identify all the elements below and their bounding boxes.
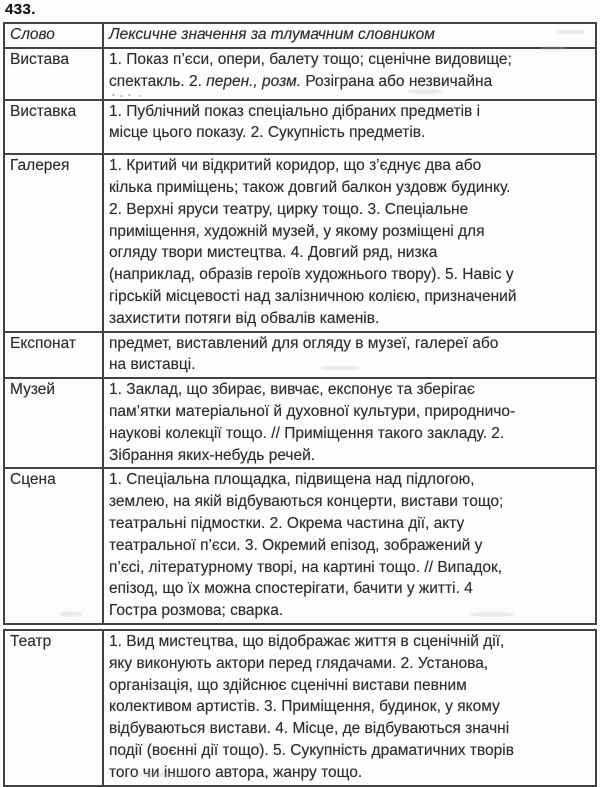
- scan-smudge: [130, 773, 190, 777]
- scan-smudge: [540, 46, 566, 51]
- definition-line: 1. Вид мистецтва, що відображає життя в сценічній дії,: [109, 632, 505, 650]
- definition-line: 2. Верхні яруси театру, цирку тощо. 3. Спеціальне: [109, 200, 469, 218]
- word-cell: Вистава: [3, 47, 102, 99]
- table-row: [3, 629, 597, 787]
- definition-line: (наприклад, образів героїв художнього твору). 5. Навіс у: [109, 266, 514, 284]
- table-header-row: [3, 22, 597, 47]
- clipped-text-remnant: [109, 93, 592, 98]
- definition-line: театральні підмостки. 2. Окрема частина дії, акту: [109, 514, 465, 532]
- definition-line: наукові колекції тощо. // Приміщення такого закладу. 2.: [109, 424, 505, 442]
- definition-cell: [102, 467, 597, 623]
- word-cell: Галерея: [3, 153, 102, 330]
- table-row: [3, 331, 597, 378]
- definition-line: події (воєнні дії тощо). 5. Сукупність драматичних творів: [109, 741, 514, 759]
- definition-line: Зібрання яких-небудь речей.: [109, 446, 316, 464]
- definition-cell: [102, 99, 597, 154]
- definition-line: спектакль. 2. перен., розм. Розіграна або незвичайна: [109, 72, 493, 90]
- definition-line: 1. Публічний показ спеціально дібраних предметів і: [109, 102, 481, 120]
- word-cell: Виставка: [3, 99, 102, 154]
- table-row: [3, 47, 597, 99]
- scan-smudge: [408, 89, 442, 94]
- definition-line: 1. Заклад, що збирає, вивчає, експонує та зберігає: [109, 381, 475, 399]
- definition-line: приміщення, художній музей, у якому розміщені для: [109, 222, 485, 240]
- definition-line: театральної п’єси. 3. Окремий епізод, зображений у: [109, 536, 483, 554]
- definition-line: колективом артистів. 3. Приміщення, будинок, у якому: [109, 698, 500, 716]
- definition-cell: [102, 331, 597, 378]
- scan-smudge: [470, 612, 514, 617]
- definition-line: того чи іншого автора, жанру тощо.: [109, 763, 363, 781]
- column-header-definition: Лексичне значення за тлумачним словником: [102, 22, 597, 47]
- table-row: [3, 467, 597, 623]
- definition-line: 1. Критий чи відкритий коридор, що з’єднує два або: [109, 157, 482, 175]
- table-row: [3, 153, 597, 330]
- definition-line: епізод, що їх можна спостерігати, бачити у житті. 4: [109, 580, 473, 598]
- scan-smudge: [320, 366, 360, 370]
- exercise-number: 433.: [5, 1, 36, 18]
- table-row: [3, 99, 597, 154]
- definition-line: пам’ятки матеріальної й духовної культури, природничо-: [109, 402, 516, 420]
- column-header-word: Слово: [3, 22, 102, 47]
- definition-line: землею, на якій відбуваються концерти, вистави тощо;: [109, 493, 504, 511]
- definitions-table: [3, 22, 597, 787]
- scan-smudge: [60, 611, 82, 617]
- definition-cell: [102, 47, 597, 99]
- definition-line: захистити потяги від обвалів каменів.: [109, 309, 380, 327]
- table-row: [3, 377, 597, 467]
- definition-line: огляду твори мистецтва. 4. Довгий ряд, низка: [109, 244, 438, 262]
- definition-line: 1. Спеціальна площадка, підвищена над підлогою,: [109, 471, 475, 489]
- word-cell: Експонат: [3, 331, 102, 378]
- word-cell: Сцена: [3, 467, 102, 623]
- definition-line: місце цього показу. 2. Сукупність предметів.: [109, 124, 426, 142]
- definition-line: предмет, виставлений для огляду в музеї, галереї або: [109, 334, 499, 352]
- definition-cell: [102, 629, 597, 787]
- word-cell: Музей: [3, 377, 102, 467]
- definition-line: організація, що здійснює сценічні вистави певним: [109, 676, 467, 694]
- definition-line: Гостра розмова; сварка.: [109, 602, 284, 620]
- definition-line: гірській місцевості над залізничною колією, призначений: [109, 287, 517, 305]
- scan-smudge: [556, 30, 586, 34]
- definition-cell: [102, 153, 597, 330]
- definition-cell: [102, 377, 597, 467]
- definition-line: кілька приміщень; також довгий балкон уздовж будинку.: [109, 178, 511, 196]
- definition-line: на виставці.: [109, 356, 196, 374]
- definition-line: 1. Показ п’єси, опери, балету тощо; сценічне видовище;: [109, 51, 512, 68]
- definition-line: яку виконують актори перед глядачами. 2. Установа,: [109, 654, 489, 672]
- definition-line: відбуваються вистави. 4. Місце, де відбуваються значні: [109, 720, 510, 738]
- definition-line: п’єсі, літературному творі, на картині тощо. // Випадок,: [109, 558, 503, 576]
- word-cell: Театр: [3, 629, 102, 787]
